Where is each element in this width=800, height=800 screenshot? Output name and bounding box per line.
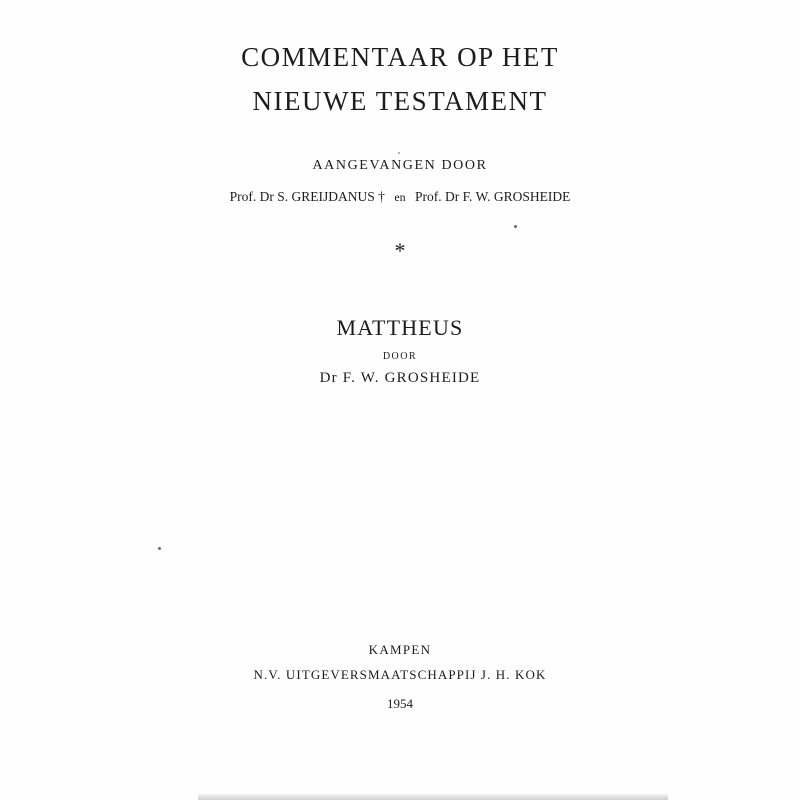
imprint-city: KAMPEN (368, 642, 432, 657)
editor-greijdanus: Prof. Dr S. GREIJDANUS † (229, 189, 385, 204)
imprint-year: 1954 (387, 696, 413, 711)
editors-line (0, 189, 800, 205)
paper-speck (514, 225, 517, 228)
paper-speck (158, 547, 161, 550)
imprint-publisher: N.V. UITGEVERSMAATSCHAPPIJ J. H. KOK (253, 667, 547, 682)
asterisk-ornament: * (394, 238, 406, 263)
paper-speck (398, 152, 400, 154)
editor-grosheide: Prof. Dr F. W. GROSHEIDE (415, 189, 571, 204)
editors-connector: en (394, 190, 406, 204)
page-bottom-edge (198, 794, 668, 800)
series-title-line-2: NIEUWE TESTAMENT (252, 86, 548, 116)
series-title-line-1: COMMENTAAR OP HET (241, 42, 559, 72)
by-label: DOOR (382, 351, 418, 362)
book-author: Dr F. W. GROSHEIDE (319, 370, 481, 386)
book-title: MATTHEUS (336, 315, 464, 340)
started-by-label: AANGEVANGEN DOOR (312, 158, 488, 173)
